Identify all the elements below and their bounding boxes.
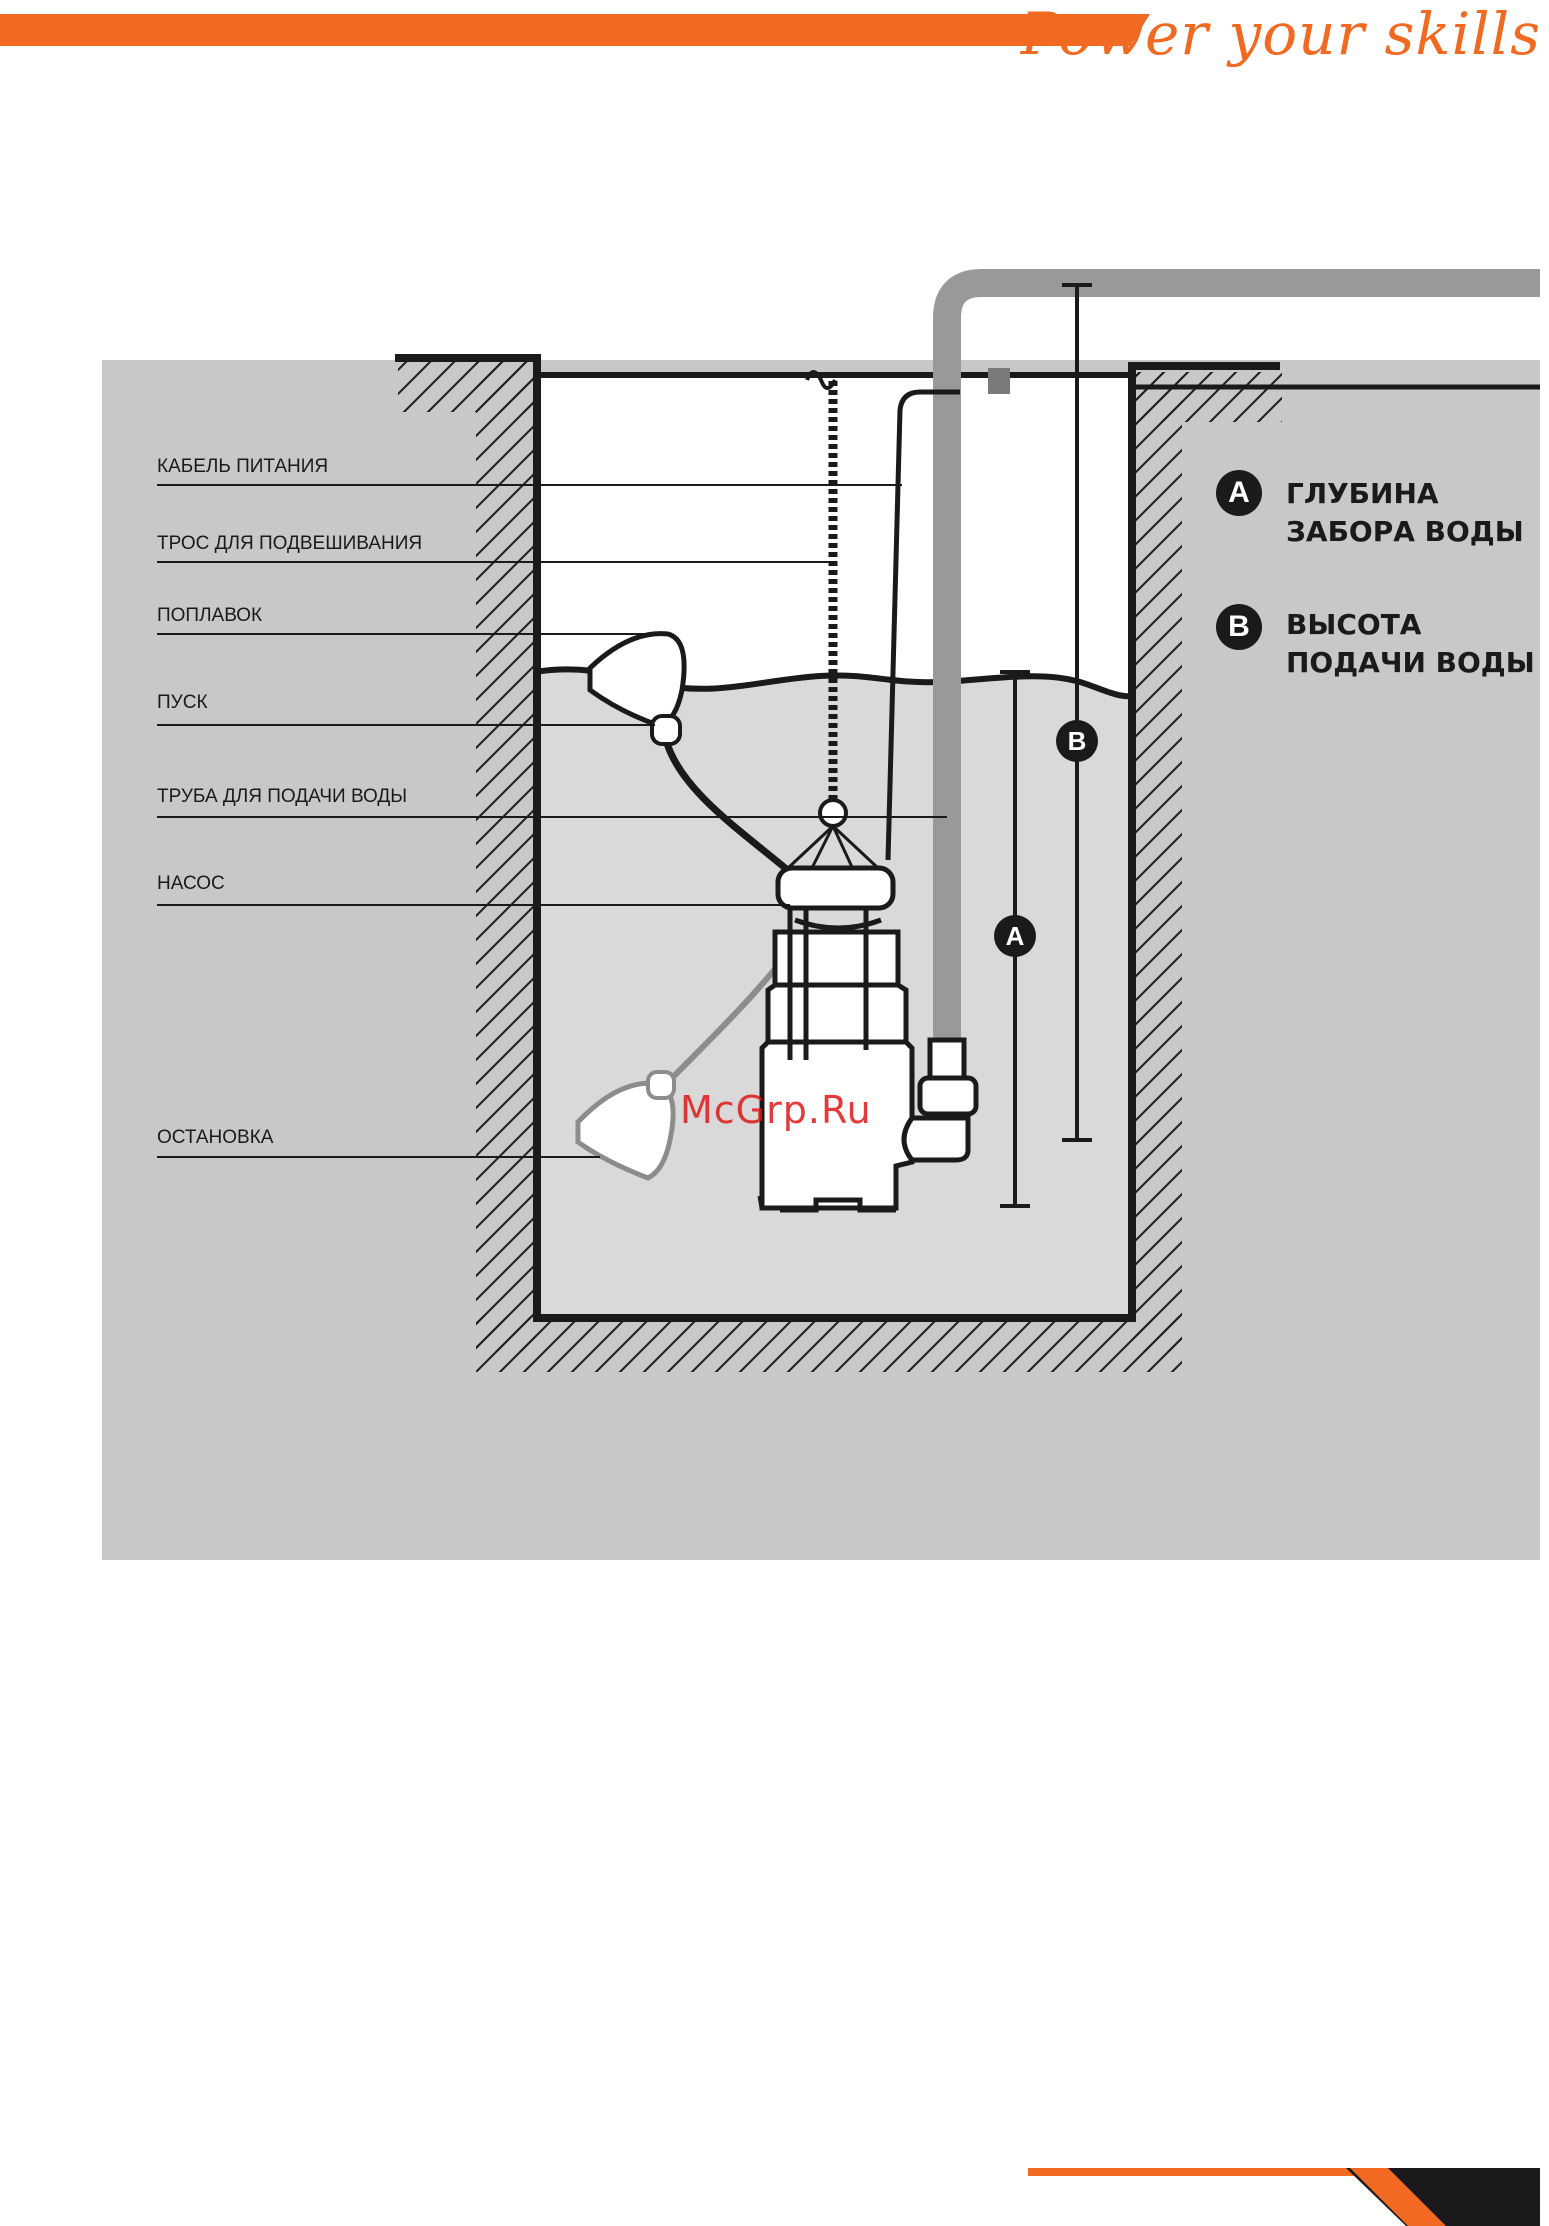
legend-badge-b: B <box>1216 604 1262 650</box>
label-water-pipe: ТРУБА ДЛЯ ПОДАЧИ ВОДЫ <box>157 786 408 807</box>
legend-a-line1: ГЛУБИНА <box>1286 477 1439 510</box>
footer-accent <box>1028 2168 1540 2226</box>
label-pump: НАСОС <box>157 873 225 894</box>
label-stop: ОСТАНОВКА <box>157 1127 274 1148</box>
rope-ring <box>820 800 846 826</box>
marker-b: B <box>1056 720 1098 762</box>
label-hanging-rope: ТРОС ДЛЯ ПОДВЕШИВАНИЯ <box>157 533 423 554</box>
label-float: ПОПЛАВОК <box>157 605 263 626</box>
brand-slogan: Power your skills <box>1020 0 1541 68</box>
legend-a-line2: ЗАБОРА ВОДЫ <box>1286 515 1524 548</box>
label-start: ПУСК <box>157 692 208 713</box>
legend-b-line2: ПОДАЧИ ВОДЫ <box>1286 646 1535 679</box>
label-power-cable: КАБЕЛЬ ПИТАНИЯ <box>157 456 329 477</box>
legend-badge-a: A <box>1216 470 1262 516</box>
pipe-clamp <box>988 368 1010 394</box>
marker-a: A <box>994 915 1036 957</box>
watermark-text: McGrp.Ru <box>680 1088 872 1132</box>
legend-b-line1: ВЫСОТА <box>1286 608 1422 641</box>
